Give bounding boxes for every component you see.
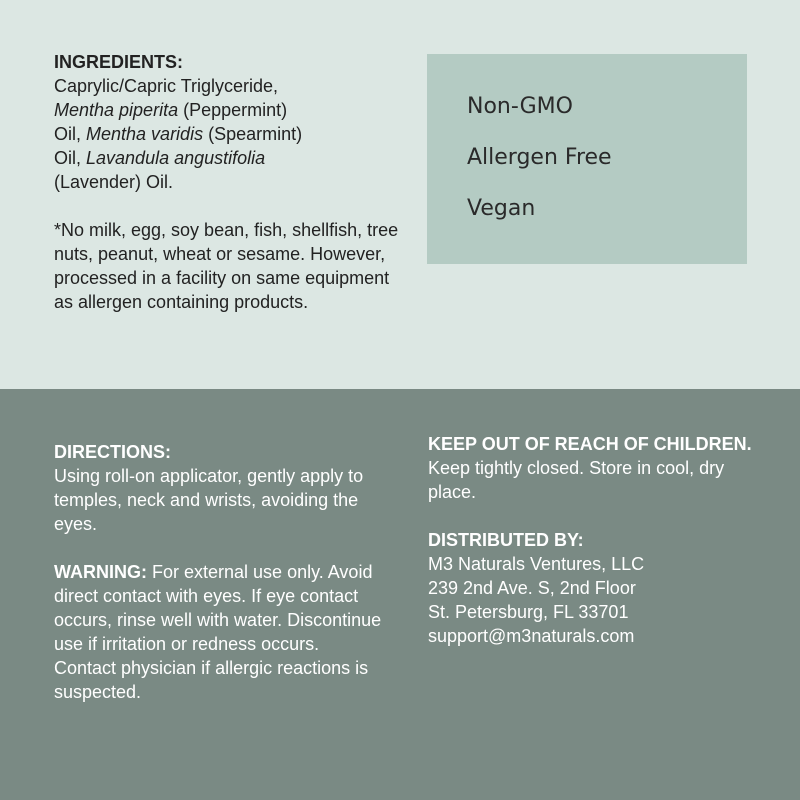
- keep-out-paragraph: [428, 432, 768, 504]
- keep-out-heading: KEEP OUT OF REACH OF CHILDREN.: [428, 434, 752, 454]
- warning-text-2: Contact physician if allergic reactions is suspected.: [54, 658, 369, 702]
- distributor-heading: DISTRIBUTED BY:: [428, 530, 584, 550]
- ingredient-text: Caprylic/Capric Triglyceride,: [54, 76, 279, 96]
- latin-name: Mentha piperita: [54, 100, 179, 120]
- directions-heading: DIRECTIONS:: [54, 442, 171, 462]
- distributor-address-2: St. Petersburg, FL 33701: [428, 602, 629, 622]
- warning-heading: WARNING:: [54, 562, 147, 582]
- ingredients-line: [54, 74, 404, 98]
- claim-allergen-free: Allergen Free: [467, 145, 612, 170]
- ingredients-line: [54, 170, 404, 194]
- keep-out-text: Keep tightly closed. Store in cool, dry place.: [428, 458, 725, 502]
- ingredient-text: Oil,: [54, 124, 87, 144]
- allergen-note: *No milk, egg, soy bean, fish, shellfish, tree nuts, peanut, wheat or sesame. However, processed in a facility on same equipment as allergen containing products.: [54, 220, 399, 312]
- ingredient-text: (Spearmint): [203, 124, 303, 144]
- latin-name: Mentha varidis: [86, 124, 204, 144]
- ingredients-line: [54, 122, 404, 146]
- ingredients-line: [54, 98, 404, 122]
- latin-name: Lavandula angustifolia: [86, 148, 266, 168]
- ingredients-heading: INGREDIENTS:: [54, 52, 184, 72]
- ingredients-line: [54, 146, 404, 170]
- ingredient-text: (Lavender) Oil.: [54, 172, 174, 192]
- warning-paragraph: [54, 560, 394, 656]
- ingredient-text: Oil,: [54, 148, 87, 168]
- distributor-email: support@m3naturals.com: [428, 626, 635, 646]
- claim-non-gmo: Non-GMO: [467, 94, 573, 119]
- storage-distributor-column: [428, 432, 768, 648]
- distributor-name: M3 Naturals Ventures, LLC: [428, 554, 645, 574]
- claim-vegan: Vegan: [467, 196, 536, 221]
- ingredients-section: [54, 50, 404, 314]
- ingredient-text: (Peppermint): [178, 100, 288, 120]
- directions-warning-column: [54, 440, 394, 704]
- distributor-address-1: 239 2nd Ave. S, 2nd Floor: [428, 578, 636, 598]
- warning-text: For external use only. Avoid direct contact with eyes. If eye contact occurs, rinse well with water. Discontinue use if irritation or redness occurs.: [54, 562, 382, 654]
- claims-box: [427, 54, 747, 264]
- directions-text: Using roll-on applicator, gently apply to temples, neck and wrists, avoiding the eyes.: [54, 466, 364, 534]
